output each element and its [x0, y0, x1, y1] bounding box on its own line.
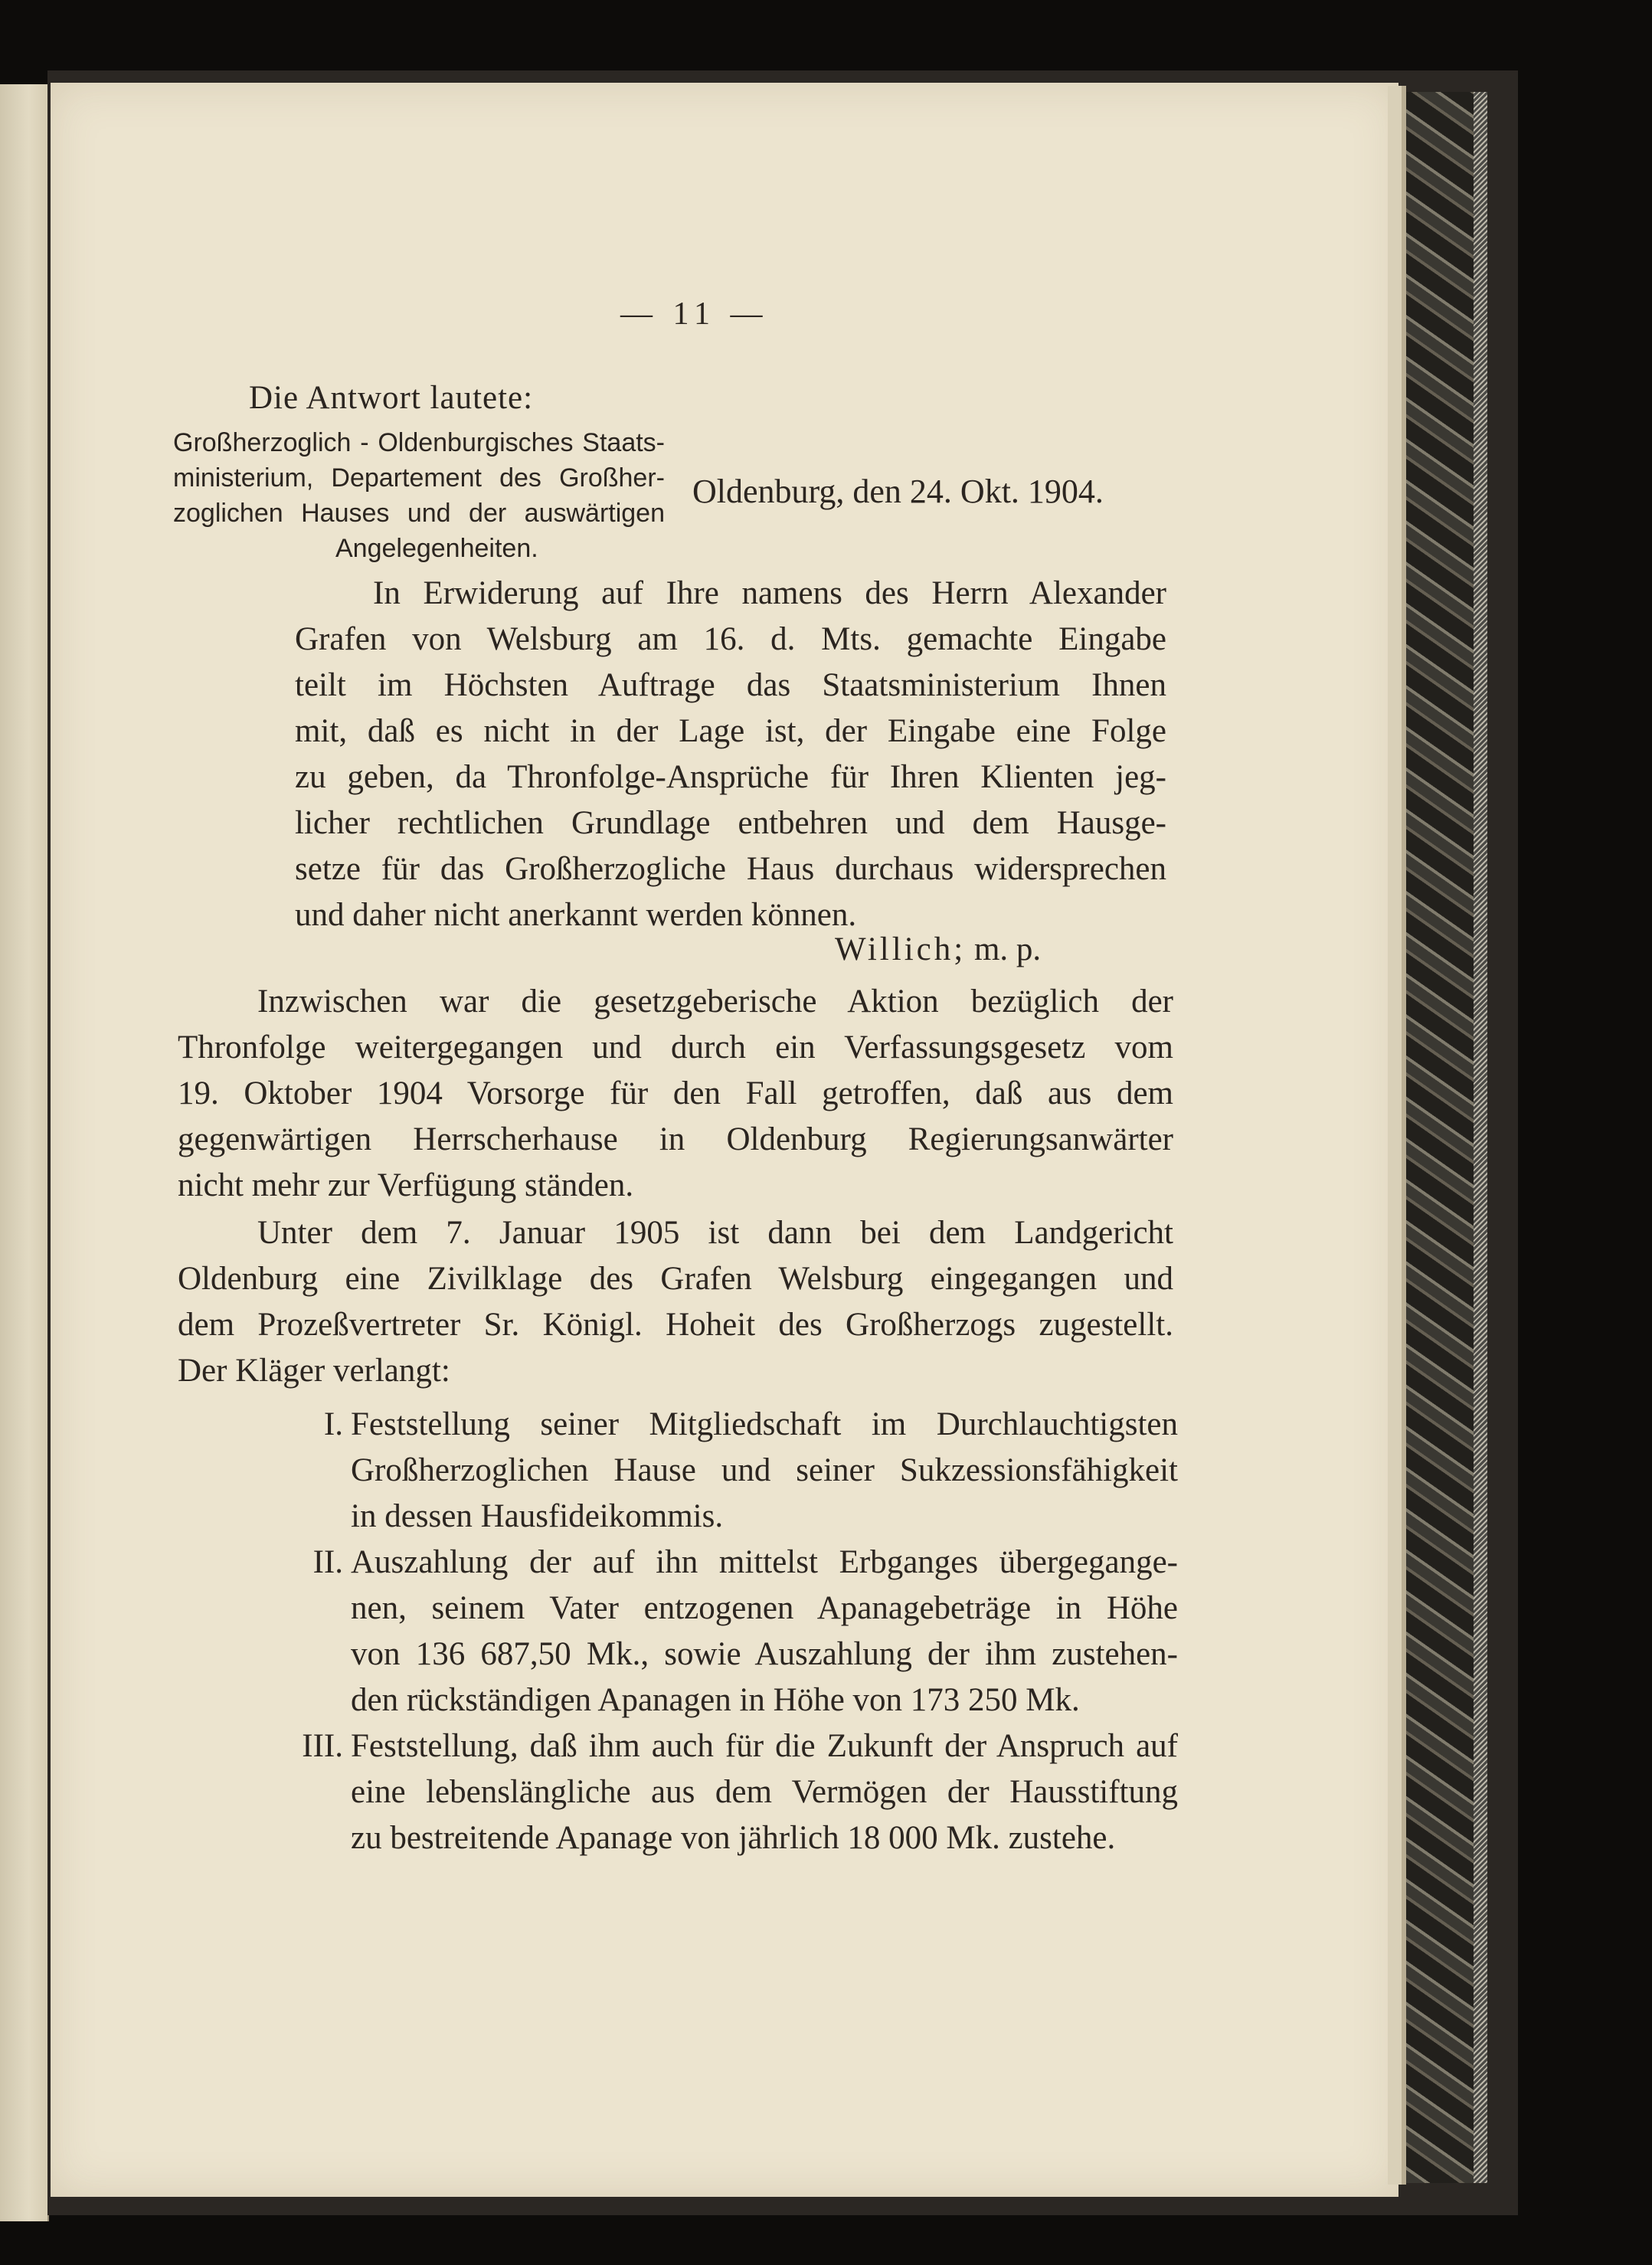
- text-line: nen, seinem Vater entzogenen Apanagebeträge in Höhe: [351, 1590, 1178, 1626]
- page-number: — 11 —: [620, 296, 769, 332]
- text-line: Auszahlung der auf ihn mittelst Erbganges übergegange-: [351, 1544, 1178, 1580]
- text-line: 19. Oktober 1904 Vorsorge für den Fall getroffen, daß aus dem: [178, 1075, 1173, 1111]
- text-line: teilt im Höchsten Auftrage das Staatsministerium Ihnen: [295, 667, 1166, 703]
- text-line: In Erwiderung auf Ihre namens des Herrn Alexander: [373, 575, 1166, 611]
- claim-number: III.: [302, 1728, 343, 1764]
- text-line: Inzwischen war die gesetzgeberische Aktion bezüglich der: [257, 984, 1173, 1020]
- text-line: Großherzoglichen Hause und seiner Sukzessionsfähigkeit: [351, 1452, 1178, 1488]
- letter-body: [295, 571, 1166, 938]
- text-line: Grafen von Welsburg am 16. d. Mts. gemachte Eingabe: [295, 621, 1166, 657]
- text-line: den rückständigen Apanagen in Höhe von 173 250 Mk.: [351, 1682, 1080, 1718]
- text-line: in dessen Hausfideikommis.: [351, 1498, 724, 1534]
- letter-signature: [835, 927, 1041, 973]
- text-line: setze für das Großherzogliche Haus durchaus widersprechen: [295, 851, 1166, 887]
- text-line: nicht mehr zur Verfügung ständen.: [178, 1167, 634, 1203]
- claim-number: I.: [323, 1406, 343, 1442]
- text-line: Unter dem 7. Januar 1905 ist dann bei dem Landgericht: [257, 1215, 1173, 1251]
- letter-dateline: Oldenburg, den 24. Okt. 1904.: [692, 473, 1104, 510]
- sender-line: Großherzoglich - Oldenburgisches Staats-: [173, 428, 665, 457]
- text-line: Oldenburg eine Zivilklage des Grafen Welsburg eingegangen und: [178, 1261, 1173, 1297]
- page-edge: [1388, 86, 1402, 2185]
- intro-line: Die Antwort lautete:: [249, 380, 534, 416]
- signature-name: Willich;: [835, 931, 967, 967]
- text-line: eine lebenslängliche aus dem Vermögen der Hausstiftung: [351, 1774, 1178, 1810]
- claim-text: [351, 1540, 1178, 1723]
- signature-suffix: m. p.: [973, 931, 1042, 967]
- text-line: zu geben, da Thronfolge-Ansprüche für Ihren Klienten jeg-: [295, 759, 1166, 795]
- sender-line: Angelegenheiten.: [335, 534, 538, 563]
- text-line: Feststellung seiner Mitgliedschaft im Durchlauchtigsten: [351, 1406, 1178, 1442]
- text-line: Thronfolge weitergegangen und durch ein Verfassungsgesetz vom: [178, 1029, 1173, 1065]
- text-line: licher rechtlichen Grundlage entbehren und dem Hausge-: [295, 805, 1166, 841]
- text-line: Der Kläger verlangt:: [178, 1353, 450, 1389]
- text-line: mit, daß es nicht in der Lage ist, der Eingabe eine Folge: [295, 713, 1166, 749]
- paragraph: [178, 979, 1173, 1209]
- text-line: gegenwärtigen Herrscherhause in Oldenburg Regierungsanwärter: [178, 1121, 1173, 1157]
- sender-line: ministerium, Departement des Großher-: [173, 463, 665, 493]
- text-line: zu bestreitende Apanage von jährlich 18 000 Mk. zustehe.: [351, 1820, 1116, 1856]
- previous-page-edge: [0, 84, 49, 2221]
- text-line: Feststellung, daß ihm auch für die Zukunft der Anspruch auf: [351, 1728, 1178, 1764]
- paragraph: [178, 1210, 1173, 1394]
- text-line: und daher nicht anerkannt werden können.: [295, 897, 857, 933]
- binding-stripe: [1474, 92, 1487, 2183]
- claim-text: [351, 1723, 1178, 1861]
- marbled-endpaper: [1406, 92, 1474, 2183]
- text-line: von 136 687,50 Mk., sowie Auszahlung der ihm zustehen-: [351, 1636, 1178, 1672]
- letter-sender-block: [173, 425, 665, 566]
- text-line: dem Prozeßvertreter Sr. Königl. Hoheit des Großherzogs zugestellt.: [178, 1307, 1173, 1343]
- claim-text: [351, 1402, 1178, 1540]
- claim-number: II.: [312, 1544, 343, 1580]
- sender-line: zoglichen Hauses und der auswärtigen: [173, 499, 665, 528]
